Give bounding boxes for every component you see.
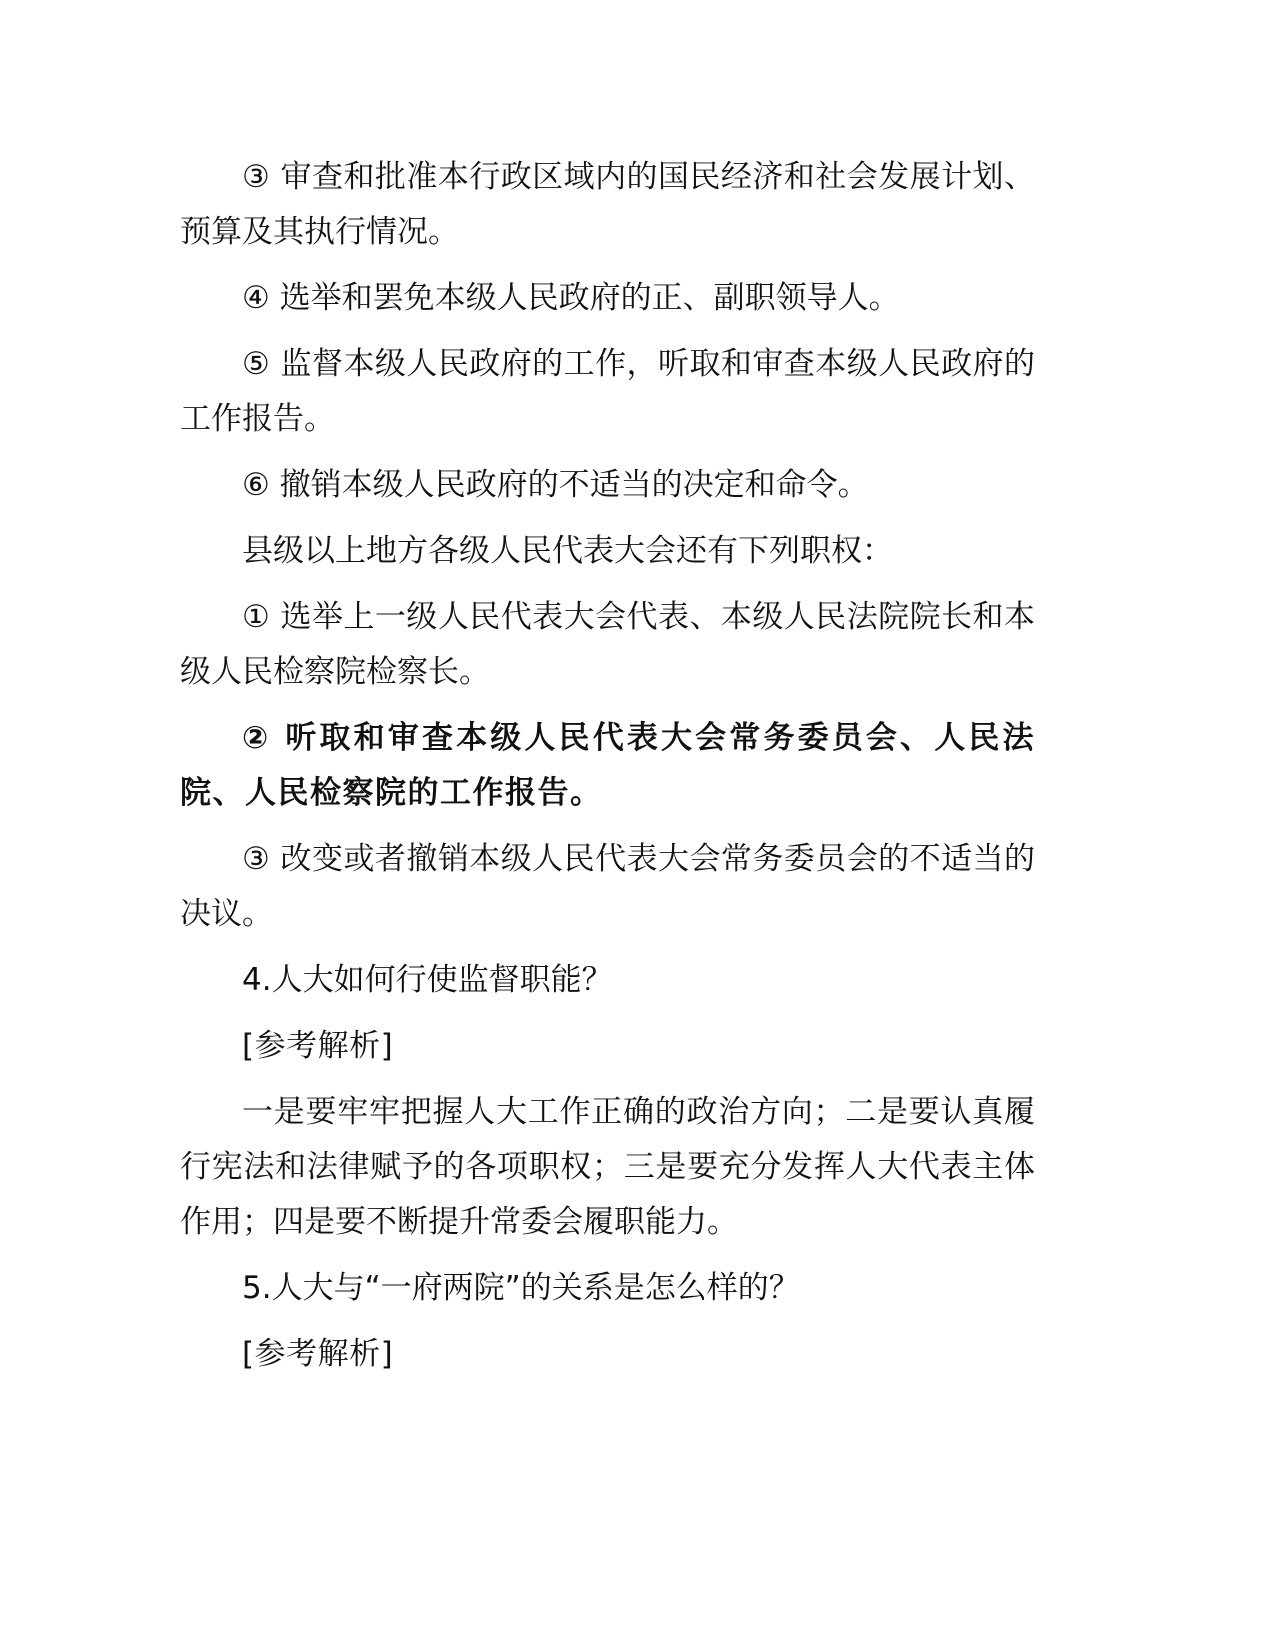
paragraph-county-powers-intro: 县级以上地方各级人民代表大会还有下列职权：	[242, 533, 893, 569]
paragraph-county-item-3: ③ 改变或者撤销本级人民代表大会常务委员会的不适当的决议。	[180, 841, 1035, 932]
paragraph-county-item-1: ① 选举上一级人民代表大会代表、本级人民法院院长和本级人民检察院检察长。	[180, 599, 1035, 690]
paragraph-county-item-2: ② 听取和审查本级人民代表大会常务委员会、人民法院、人民检察院的工作报告。	[180, 720, 1035, 811]
paragraph-item-6-revoke-decisions: ⑥ 撤销本级人民政府的不适当的决定和命令。	[242, 467, 869, 503]
question-5-heading: 5.人大与“一府两院”的关系是怎么样的？	[242, 1270, 800, 1306]
answer-4-paragraph: 一是要牢牢把握人大工作正确的政治方向；二是要认真履行宪法和法律赋予的各项职权；三是要充分发挥人大代表主体作用；四是要不断提升常委会履职能力。	[180, 1094, 1035, 1240]
reference-analysis-label: [参考解析]	[242, 1336, 394, 1372]
question-4-heading: 4.人大如何行使监督职能？	[242, 962, 613, 998]
paragraph-item-5-supervise-government: ⑤ 监督本级人民政府的工作，听取和审查本级人民政府的工作报告。	[180, 346, 1035, 437]
document-page	[180, 150, 1035, 1393]
reference-analysis-label: [参考解析]	[242, 1028, 394, 1064]
paragraph-item-4-elect-government: ④ 选举和罢免本级人民政府的正、副职领导人。	[242, 280, 900, 316]
paragraph-item-3-budget: ③ 审查和批准本行政区域内的国民经济和社会发展计划、预算及其执行情况。	[180, 159, 1035, 250]
